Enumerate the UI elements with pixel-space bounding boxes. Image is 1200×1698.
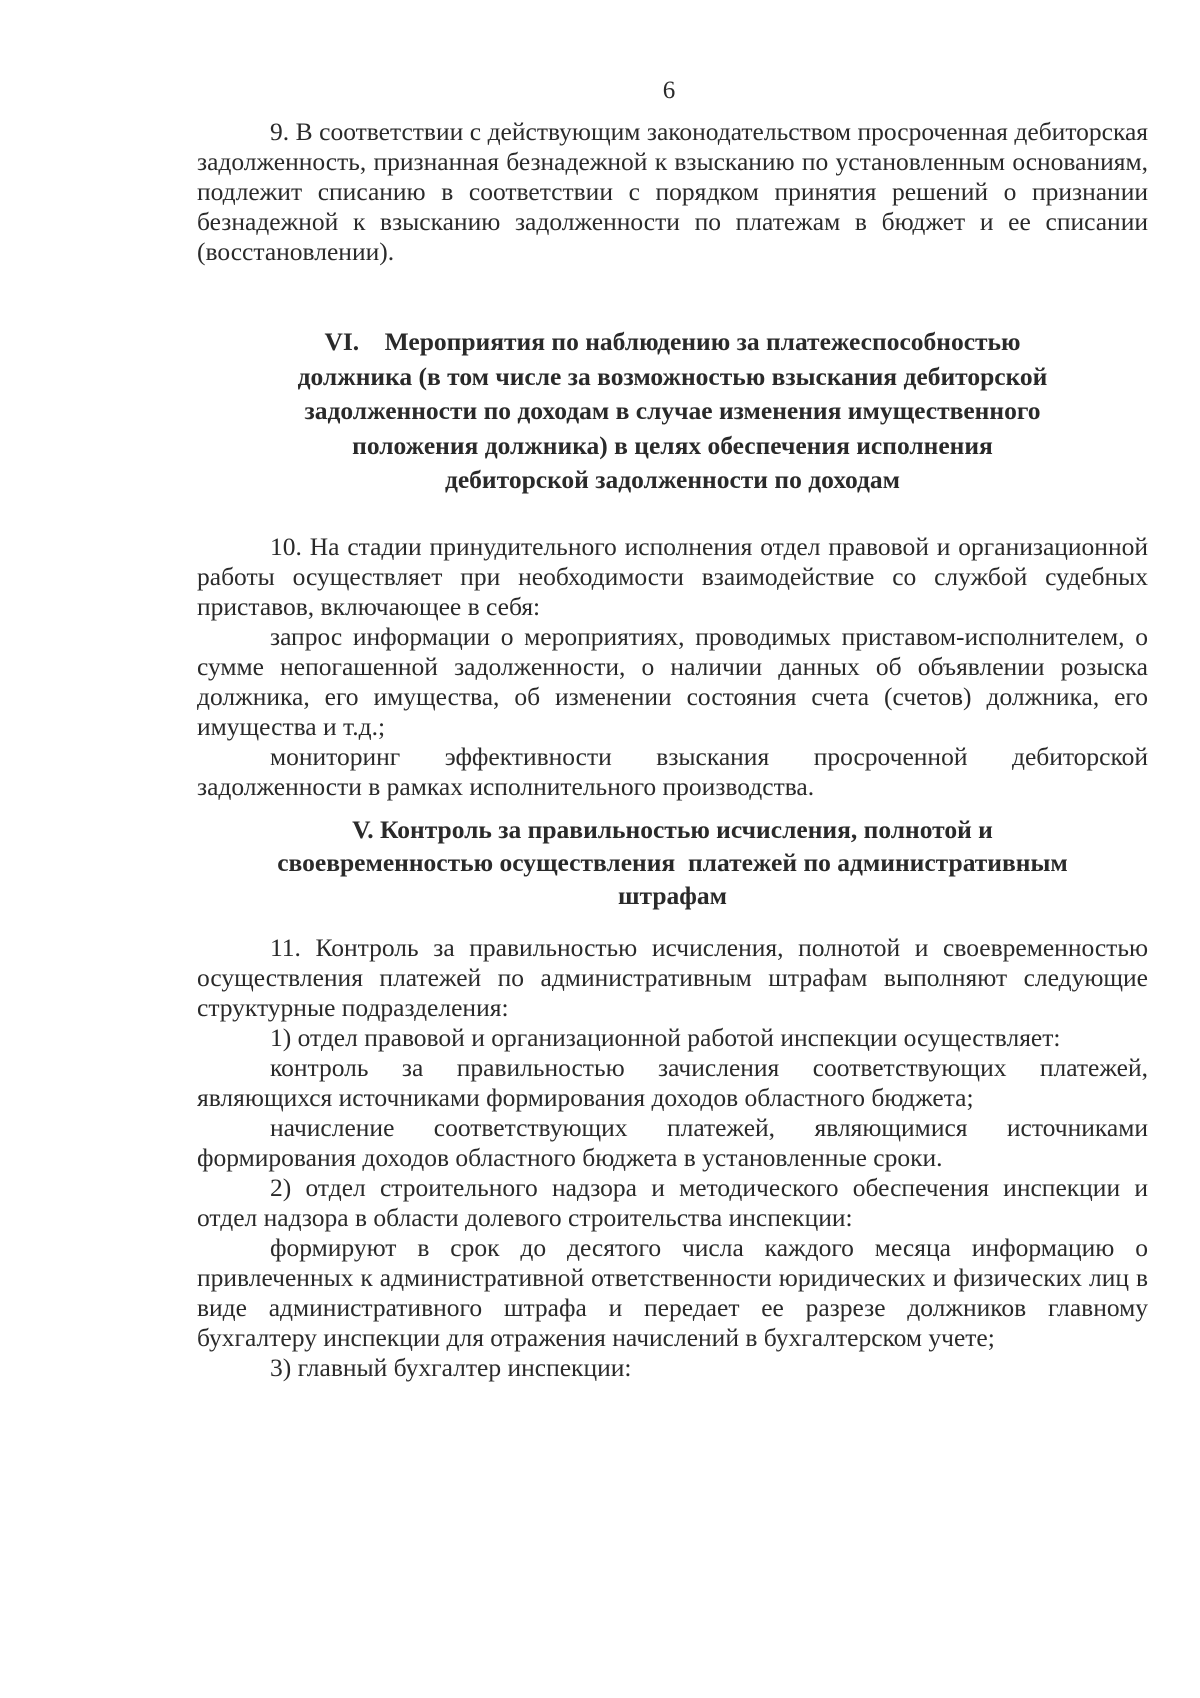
paragraph-11-item-1: 1) отдел правовой и организационной работой инспекции осуществляет:	[270, 1023, 1061, 1052]
section-v-heading	[197, 813, 1148, 912]
paragraph-10-item-monitoring: мониторинг эффективности взыскания просроченной дебиторской задолженности в рамках исполнительного производства.	[197, 742, 1148, 801]
paragraph-11-item-3: 3) главный бухгалтер инспекции:	[270, 1353, 632, 1382]
section-v-heading-line: V. Контроль за правильностью исчисления, полнотой и	[352, 815, 993, 844]
paragraph-11-item-1-accrual: начисление соответствующих платежей, являющимися источниками формирования доходов областного бюджета в установленные сроки.	[197, 1113, 1148, 1172]
paragraph-11-item-2-report: формируют в срок до десятого числа каждого месяца информацию о привлеченных к административной ответственности юридических и физических лиц в виде административного штрафа и передает ее разрезе должников главному бухгалтеру инспекции для отражения начислений в бухгалтерском учете;	[197, 1233, 1148, 1352]
section-v-heading-line: штрафам	[617, 881, 728, 910]
section-v-heading-line: своевременностью осуществления платежей по административным	[277, 848, 1068, 877]
paragraph-9: 9. В соответствии с действующим законодательством просроченная дебиторская задолженность, признанная безнадежной к взысканию по установленным основаниям, подлежит списанию в соответствии с порядком принятия решений о признании безнадежной к взысканию задолженности по платежам в бюджет и ее списании (восстановлении).	[197, 117, 1148, 266]
paragraph-11-block	[197, 933, 1148, 1383]
section-vi-heading-line: положения должника) в целях обеспечения исполнения	[352, 430, 993, 460]
paragraph-11-item-2: 2) отдел строительного надзора и методического обеспечения инспекции и отдел надзора в области долевого строительства инспекции:	[197, 1173, 1148, 1232]
section-vi-heading	[197, 325, 1148, 498]
paragraph-10: 10. На стадии принудительного исполнения отдел правовой и организационной работы осуществляет при необходимости взаимодействие со службой судебных приставов, включающее в себя:	[197, 532, 1148, 621]
section-vi-heading-line: дебиторской задолженности по доходам	[444, 465, 901, 494]
section-vi-heading-line: задолженности по доходам в случае изменения имущественного	[304, 396, 1041, 425]
paragraph-10-block	[197, 532, 1148, 802]
section-vi-heading-line: VI. Мероприятия по наблюдению за платежеспособностью	[324, 327, 1021, 356]
paragraph-10-item-request: запрос информации о мероприятиях, проводимых приставом-исполнителем, о сумме непогашенной задолженности, о наличии данных об объявлении розыска должника, его имущества, об изменении состояния счета (счетов) должника, его имущества и т.д.;	[197, 622, 1148, 741]
paragraph-9-block	[197, 117, 1148, 267]
page-number: 6	[662, 77, 676, 104]
paragraph-11-item-1-control: контроль за правильностью зачисления соответствующих платежей, являющихся источниками формирования доходов областного бюджета;	[197, 1053, 1148, 1112]
section-vi-heading-line: должника (в том числе за возможностью взыскания дебиторской	[297, 361, 1048, 391]
paragraph-11: 11. Контроль за правильностью исчисления, полнотой и своевременностью осуществления платежей по административным штрафам выполняют следующие структурные подразделения:	[197, 933, 1148, 1022]
